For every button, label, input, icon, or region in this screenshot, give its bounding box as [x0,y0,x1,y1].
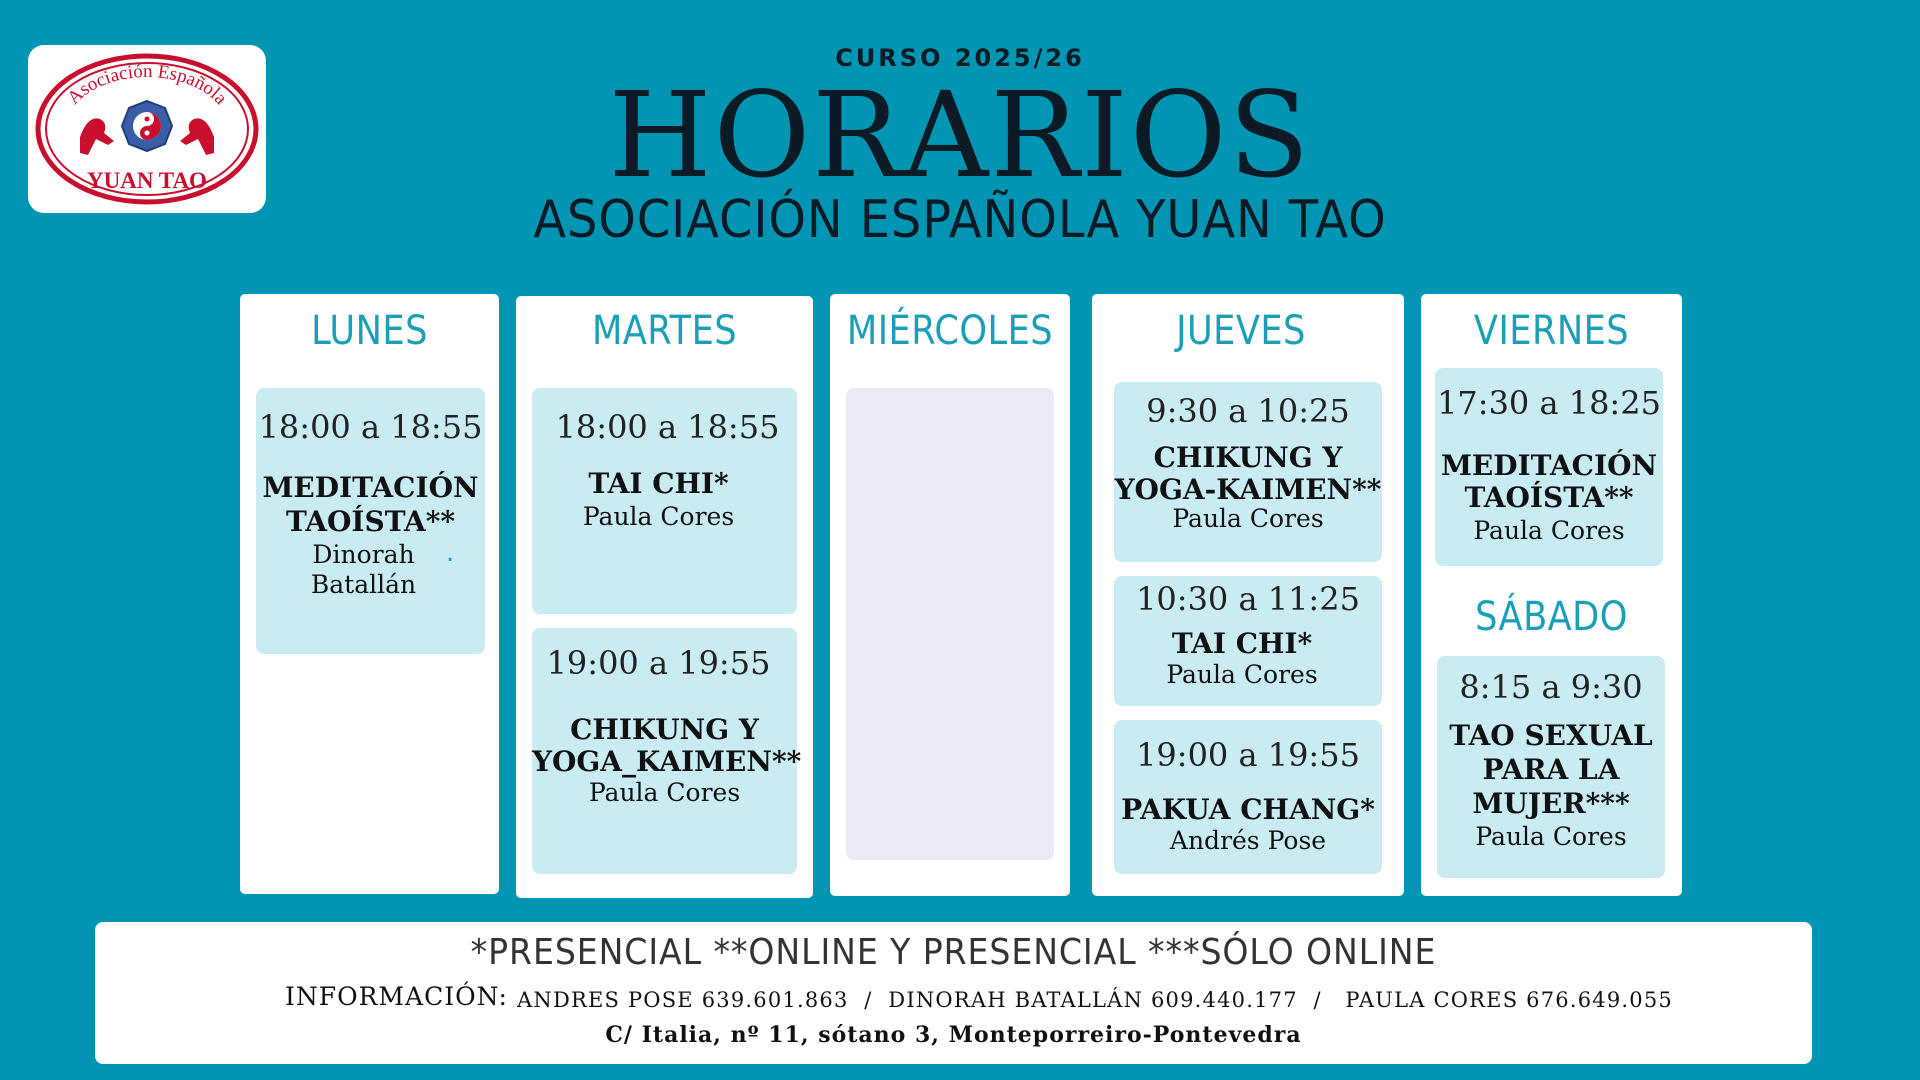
footer-info [95,922,1812,1064]
class-name: TAOÍSTA** [285,505,456,538]
class-time: 8:15 a 9:30 [1459,668,1643,706]
teacher-name: Paula Cores [1473,516,1625,545]
class-name: YOGA-KAIMEN** [1114,473,1382,506]
day-column-miercoles [830,294,1070,896]
class-card [1435,368,1663,566]
day-title: JUEVES [1176,308,1306,354]
class-time: 10:30 a 11:25 [1136,580,1360,618]
day-title-sabado: SÁBADO [1475,594,1628,640]
teacher-name: Paula Cores [588,778,741,807]
class-time: 18:00 a 18:55 [258,408,483,446]
svg-text:Asociación Española: Asociación Española [63,60,232,109]
teacher-name: Paula Cores [582,502,735,531]
class-time: 18:00 a 18:55 [555,408,780,446]
address: C/ Italia, nº 11, sótano 3, Monteporreiro-Pontevedra [605,1022,1302,1048]
page-title: HORARIOS [608,66,1312,204]
day-column-lunes [240,294,499,894]
day-title: MIÉRCOLES [846,308,1054,354]
class-card [1114,720,1382,874]
class-name: CHIKUNG Y [1153,441,1343,474]
day-title: LUNES [311,308,428,354]
teacher-name: Paula Cores [1166,660,1318,689]
class-name: CHIKUNG Y [570,713,759,746]
class-name: MUJER*** [1472,787,1630,820]
class-name: TAI CHI* [1171,627,1313,660]
day-column-viernes [1421,294,1682,896]
class-name: TAO SEXUAL [1449,719,1653,752]
class-time: 9:30 a 10:25 [1146,392,1350,430]
class-name: PAKUA CHANG* [1121,793,1375,826]
class-time: 19:00 a 19:55 [546,644,771,682]
modality-legend: *PRESENCIAL **ONLINE Y PRESENCIAL ***SÓLO ONLINE [470,932,1437,973]
teacher-name: Paula Cores [1475,822,1627,851]
class-card [1114,576,1382,706]
class-card [1437,656,1665,878]
day-title: MARTES [591,308,738,354]
svg-text:YUAN TAO: YUAN TAO [87,168,207,193]
class-time: 17:30 a 18:25 [1437,384,1661,422]
info-label: INFORMACIÓN: [285,982,508,1011]
day-title: VIERNES [1473,308,1630,354]
day-column-jueves [1092,294,1404,896]
day-column-martes [516,296,813,898]
decorative-dot: . [446,538,455,568]
class-name: YOGA_KAIMEN** [532,745,802,778]
page-subtitle: ASOCIACIÓN ESPAÑOLA YUAN TAO [533,190,1387,250]
teacher-name: Dinorah [312,540,415,569]
class-name: MEDITACIÓN [1440,449,1658,482]
class-card [532,388,797,614]
empty-card [846,388,1054,860]
class-card [1114,382,1382,562]
teacher-name: Batallán [310,570,417,599]
teacher-name: Andrés Pose [1169,826,1327,855]
class-time: 19:00 a 19:55 [1136,736,1360,774]
contact-list: ANDRES POSE 639.601.863 / DINORAH BATALLÁN 609.440.177 / PAULA CORES 676.649.055 [517,988,1673,1012]
course-label: CURSO 2025/26 [835,44,1085,72]
class-name: MEDITACIÓN [262,471,479,504]
class-name: PARA LA [1482,753,1620,786]
teacher-name: Paula Cores [1172,504,1324,533]
class-name: TAOÍSTA** [1464,481,1634,514]
class-name: TAI CHI* [588,467,729,500]
class-card [256,388,485,654]
class-card [532,628,802,874]
